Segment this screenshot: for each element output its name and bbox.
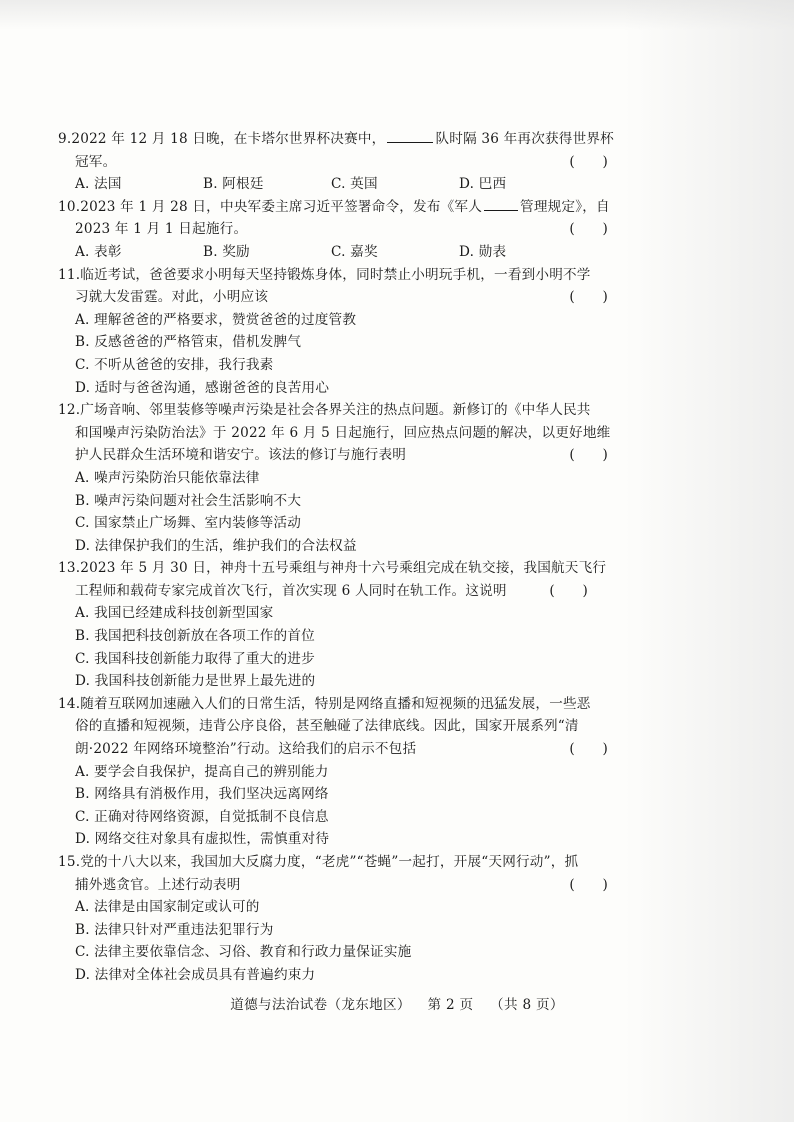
footer-page: 第 2 页 bbox=[427, 997, 474, 1013]
option-c: C. 正确对待网络资源，自觉抵制不良信息 bbox=[75, 808, 329, 825]
question-15-stem-cont bbox=[58, 874, 618, 897]
option-c: C. 我国科技创新能力取得了重大的进步 bbox=[75, 650, 315, 667]
question-11 bbox=[58, 264, 618, 400]
option-c: C. 国家禁止广场舞、室内装修等活动 bbox=[75, 515, 302, 532]
option-c: C. 法律主要依靠信念、习俗、教育和行政力量保证实施 bbox=[75, 944, 412, 961]
answer-blank bbox=[484, 196, 518, 211]
stem-line: 2023 年 1 月 28 日，中央军委主席习近平签署命令，发布《军人 bbox=[80, 198, 483, 215]
stem-line: 工程师和载荷专家完成首次飞行，首次实现 6 人同时在轨工作。这说明 bbox=[75, 582, 507, 599]
option-a: A. 我国已经建成科技创新型国家 bbox=[75, 605, 274, 622]
stem-line: 护人民群众生活环境和谐安宁。该法的修订与施行表明 bbox=[75, 447, 407, 464]
option-c: C. 不听从爸爸的安排，我行我素 bbox=[75, 356, 274, 373]
option-c: C. 嘉奖 bbox=[331, 243, 378, 260]
scan-shadow-right bbox=[624, 0, 794, 1122]
question-9-stem-cont bbox=[58, 151, 618, 174]
option-a: A. 噪声污染防治只能依靠法律 bbox=[75, 469, 260, 486]
option-a: A. 法律是由国家制定或认可的 bbox=[75, 899, 260, 916]
option-d: D. 法律保护我们的生活，维护我们的合法权益 bbox=[75, 537, 357, 554]
answer-parentheses: ( ) bbox=[569, 876, 608, 893]
option-a: A. 表彰 bbox=[75, 243, 122, 260]
footer-subject: 道德与法治试卷（龙东地区） bbox=[230, 997, 411, 1013]
question-number: 15. bbox=[58, 854, 81, 870]
question-12-stem bbox=[58, 399, 618, 422]
question-15-stem bbox=[58, 851, 618, 874]
question-list bbox=[58, 128, 618, 987]
question-10-options bbox=[58, 241, 618, 264]
stem-line: 2022 年 12 月 18 日晚，在卡塔尔世界杯决赛中， bbox=[71, 131, 386, 147]
option-b: B. 我国把科技创新放在各项工作的首位 bbox=[75, 628, 315, 645]
footer-total: （共 8 页） bbox=[490, 997, 564, 1013]
answer-parentheses: ( ) bbox=[569, 289, 608, 306]
option-b: B. 噪声污染问题对社会生活影响不大 bbox=[75, 492, 302, 509]
question-9 bbox=[58, 128, 618, 196]
option-b: B. 法律只针对严重违法犯罪行为 bbox=[75, 921, 274, 938]
question-14-stem bbox=[58, 693, 618, 716]
stem-line: 2023 年 1 月 1 日起施行。 bbox=[75, 221, 248, 238]
option-d: D. 法律对全体社会成员具有普遍约束力 bbox=[75, 966, 316, 983]
question-number: 10. bbox=[58, 198, 81, 215]
question-number: 12. bbox=[58, 402, 81, 419]
option-a: A. 理解爸爸的严格要求，赞赏爸爸的过度管教 bbox=[75, 311, 357, 328]
stem-line: 2023 年 5 月 30 日，神舟十五号乘组与神舟十六号乘组完成在轨交接，我国航天飞行 bbox=[80, 560, 607, 577]
question-11-stem-cont bbox=[58, 286, 618, 309]
question-12-stem-cont2 bbox=[58, 444, 618, 467]
option-b: B. 阿根廷 bbox=[203, 176, 264, 193]
question-9-options bbox=[58, 173, 618, 196]
question-14-stem-cont bbox=[58, 715, 618, 738]
stem-line: 广场音响、邻里装修等噪声污染是社会各界关注的热点问题。新修订的《中华人民共 bbox=[80, 402, 591, 419]
question-14 bbox=[58, 693, 618, 851]
option-b: B. 奖励 bbox=[203, 243, 250, 260]
stem-line: 党的十八大以来，我国加大反腐力度，“老虎”“苍蝇”一起打，开展“天网行动”，抓 bbox=[80, 854, 579, 870]
answer-parentheses: ( ) bbox=[569, 447, 608, 464]
option-d: D. 巴西 bbox=[459, 176, 507, 193]
answer-parentheses: ( ) bbox=[569, 741, 608, 758]
question-14-stem-cont2 bbox=[58, 738, 618, 761]
question-10-stem bbox=[58, 196, 618, 219]
stem-line: 临近考试，爸爸要求小明每天坚持锻炼身体，同时禁止小明玩手机，一看到小明不学 bbox=[80, 266, 591, 283]
question-15 bbox=[58, 851, 618, 987]
question-13-stem-cont bbox=[58, 580, 618, 603]
option-a: A. 要学会自我保护，提高自己的辨别能力 bbox=[75, 763, 329, 780]
answer-parentheses: ( ) bbox=[549, 582, 588, 599]
question-number: 9. bbox=[58, 131, 72, 147]
option-b: B. 网络具有消极作用，我们坚决远离网络 bbox=[75, 786, 329, 803]
stem-line: 和国噪声污染防治法》于 2022 年 6 月 5 日起施行，回应热点问题的解决，以更好地维 bbox=[75, 424, 611, 441]
question-11-stem bbox=[58, 264, 618, 287]
stem-line: 冠军。 bbox=[75, 153, 117, 170]
answer-parentheses: ( ) bbox=[569, 153, 608, 170]
question-number: 13. bbox=[58, 560, 81, 577]
page-footer bbox=[0, 993, 794, 1013]
option-d: D. 网络交往对象具有虚拟性，需慎重对待 bbox=[75, 831, 330, 848]
question-10 bbox=[58, 196, 618, 264]
option-d: D. 勋表 bbox=[459, 243, 507, 260]
option-d: D. 我国科技创新能力是世界上最先进的 bbox=[75, 673, 316, 690]
stem-line: 朗·2022 年网络环境整治”行动。这给我们的启示不包括 bbox=[75, 741, 417, 758]
option-c: C. 英国 bbox=[331, 176, 378, 193]
option-b: B. 反感爸爸的严格管束，借机发脾气 bbox=[75, 334, 302, 351]
question-10-stem-cont bbox=[58, 218, 618, 241]
question-13-stem bbox=[58, 557, 618, 580]
question-12-stem-cont bbox=[58, 422, 618, 445]
question-9-stem bbox=[58, 128, 618, 151]
question-12 bbox=[58, 399, 618, 557]
stem-line: 管理规定》，自 bbox=[520, 198, 610, 215]
stem-line: 习就大发雷霆。对此，小明应该 bbox=[75, 289, 269, 306]
question-13 bbox=[58, 557, 618, 693]
stem-line: 捕外逃贪官。上述行动表明 bbox=[75, 876, 241, 893]
option-d: D. 适时与爸爸沟通，感谢爸爸的良苦用心 bbox=[75, 379, 330, 396]
answer-parentheses: ( ) bbox=[569, 221, 608, 238]
question-number: 11. bbox=[58, 266, 81, 283]
question-number: 14. bbox=[58, 695, 81, 712]
stem-line: 俗的直播和短视频，违背公序良俗，甚至触碰了法律底线。因此，国家开展系列“清 bbox=[75, 718, 579, 735]
option-a: A. 法国 bbox=[75, 176, 122, 193]
stem-line: 随着互联网加速融入人们的日常生活，特别是网络直播和短视频的迅猛发展，一些恶 bbox=[80, 695, 591, 712]
answer-blank bbox=[387, 128, 433, 143]
stem-line: 队时隔 36 年再次获得世界杯 bbox=[435, 131, 614, 147]
